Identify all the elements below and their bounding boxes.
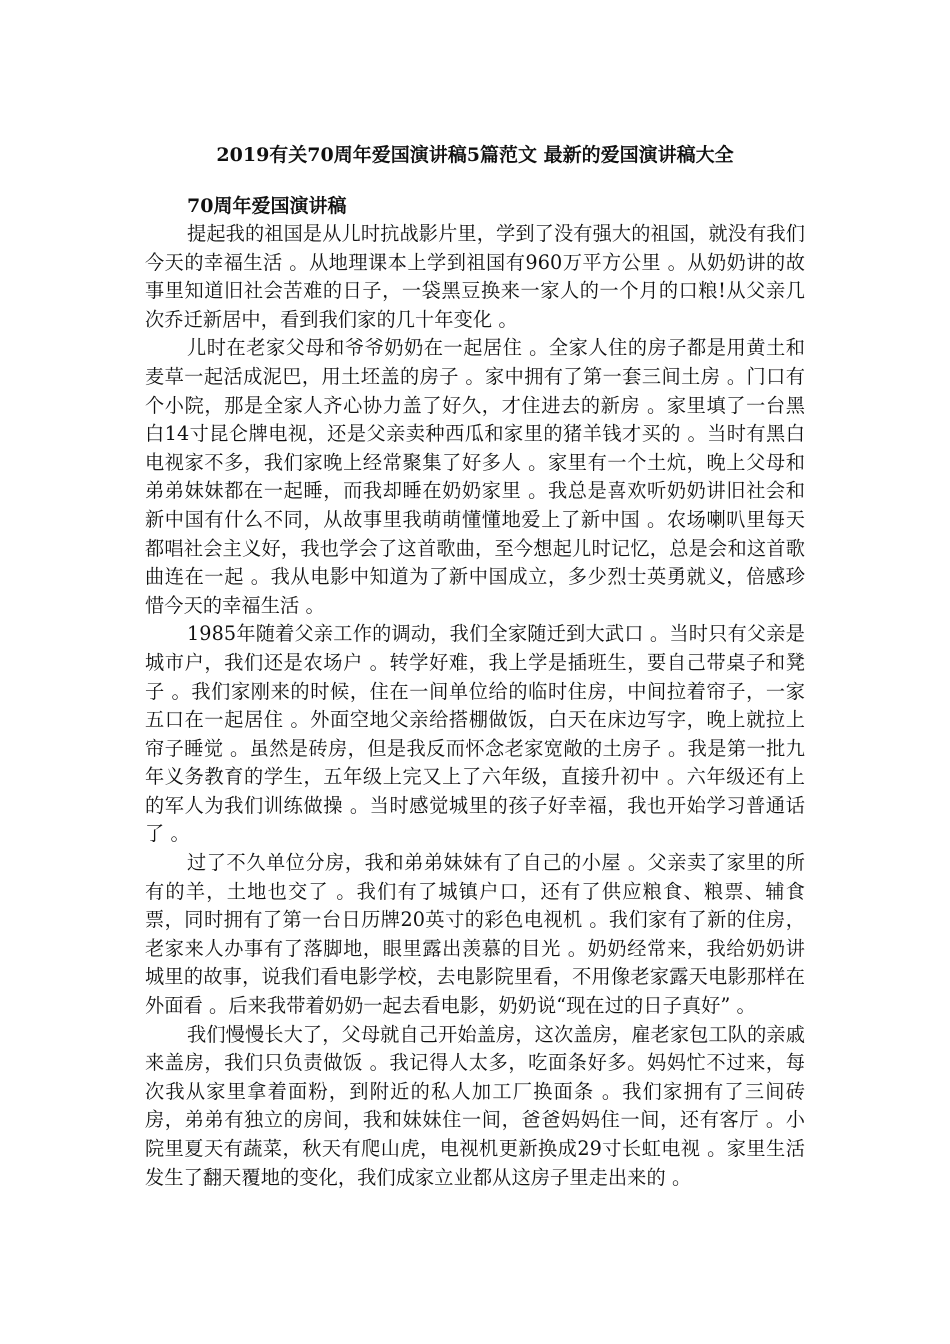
paragraph-1: 提起我的祖国是从儿时抗战影片里，学到了没有强大的祖国，就没有我们今天的幸福生活 。从地理课本上学到祖国有960万平方公里 。从奶奶讲的故事里知道旧社会苦难的日子，一袋黑豆换来一家人的一个月的口粮!从父亲几次乔迁新居中，看到我们家的几十年变化 。	[145, 222, 805, 331]
document-page	[145, 140, 805, 1192]
paragraph-2: 儿时在老家父母和爷爷奶奶在一起居住 。全家人住的房子都是用黄土和麦草一起活成泥巴，用土坯盖的房子 。家中拥有了第一套三间土房 。门口有个小院，那是全家人齐心协力盖了好久，才住进去的新房 。家里填了一台黑白14寸昆仑牌电视，还是父亲卖种西瓜和家里的猪羊钱才买的 。当时有黑白电视家不多，我们家晚上经常聚集了好多人 。家里有一个土炕，晚上父母和弟弟妹妹都在一起睡，而我却睡在奶奶家里 。我总是喜欢听奶奶讲旧社会和新中国有什么不同，从故事里我萌萌懂懂地爱上了新中国 。农场喇叭里每天都唱社会主义好，我也学会了这首歌曲，至今想起儿时记忆，总是会和这首歌曲连在一起 。我从电影中知道为了新中国成立，多少烈士英勇就义，倍感珍惜今天的幸福生活 。	[145, 336, 805, 617]
paragraph-5: 我们慢慢长大了，父母就自己开始盖房，这次盖房，雇老家包工队的亲戚来盖房，我们只负责做饭 。我记得人太多，吃面条好多。妈妈忙不过来，每次我从家里拿着面粉，到附近的私人加工厂换面条 。我们家拥有了三间砖房，弟弟有独立的房间，我和妹妹住一间，爸爸妈妈住一间，还有客厅 。小院里夏天有蔬菜，秋天有爬山虎，电视机更新换成29寸长虹电视 。家里生活发生了翻天覆地的变化，我们成家立业都从这房子里走出来的 。	[145, 1022, 805, 1189]
section-heading: 70周年爱国演讲稿	[187, 195, 347, 217]
document-title: 2019有关70周年爱国演讲稿5篇范文 最新的爱国演讲稿大全	[216, 144, 734, 166]
paragraph-3: 1985年随着父亲工作的调动，我们全家随迁到大武口 。当时只有父亲是城市户，我们还是农场户 。转学好难，我上学是插班生，要自己带桌子和凳子 。我们家刚来的时候，住在一间单位给的临时住房，中间拉着帘子，一家五口在一起居住 。外面空地父亲给搭棚做饭，白天在床边写字，晚上就拉上帘子睡觉 。虽然是砖房，但是我反而怀念老家宽敞的土房子 。我是第一批九年义务教育的学生，五年级上完又上了六年级，直接升初中 。六年级还有上的军人为我们训练做操 。当时感觉城里的孩子好幸福，我也开始学习普通话了 。	[145, 622, 805, 846]
paragraph-4: 过了不久单位分房，我和弟弟妹妹有了自己的小屋 。父亲卖了家里的所有的羊，土地也交了 。我们有了城镇户口，还有了供应粮食、粮票、辅食票，同时拥有了第一台日历牌20英寸的彩色电视机 。我们家有了新的住房，老家来人办事有了落脚地，眼里露出羡慕的目光 。奶奶经常来，我给奶奶讲城里的故事，说我们看电影学校，去电影院里看，不用像老家露天电影那样在外面看 。后来我带着奶奶一起去看电影，奶奶说“现在过的日子真好” 。	[145, 851, 805, 1018]
